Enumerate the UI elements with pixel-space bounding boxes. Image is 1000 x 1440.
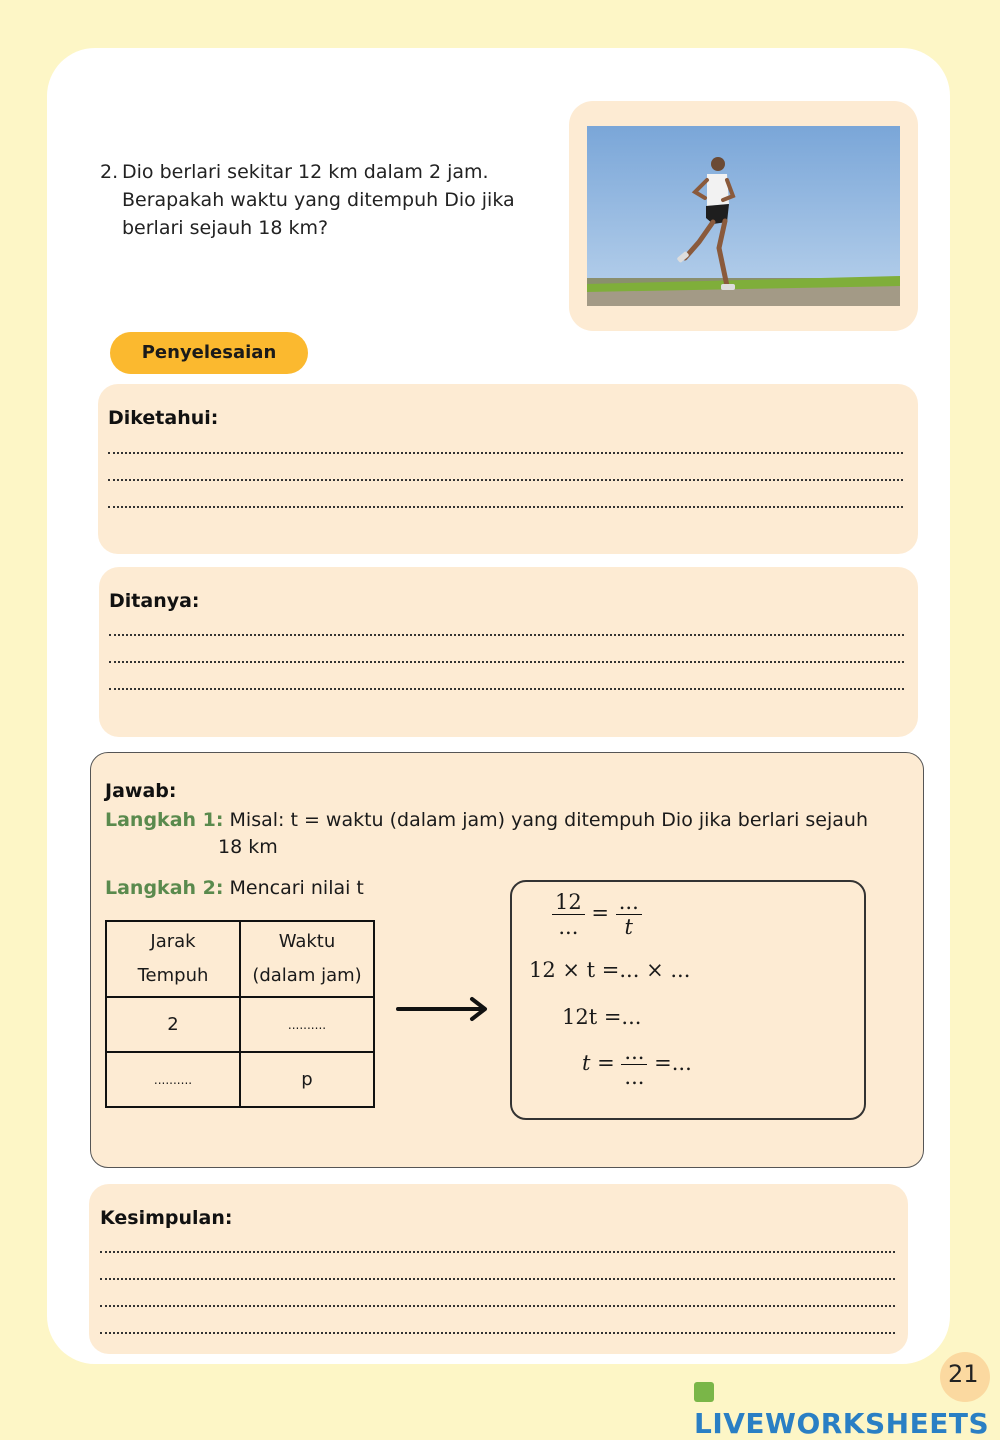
header-line: Waktu	[278, 931, 336, 952]
header-line: Jarak	[150, 931, 196, 952]
eq4-result[interactable]: =...	[654, 1051, 692, 1075]
header-line: (dalam jam)	[252, 965, 362, 986]
equation-4	[582, 1040, 692, 1089]
eq1-denominator[interactable]: ...	[558, 915, 579, 939]
table-header-jarak	[106, 921, 240, 997]
liveworksheets-logo[interactable]	[694, 1374, 1000, 1440]
equation-3[interactable]: 12t =...	[562, 1005, 642, 1029]
runner-photo	[587, 126, 900, 306]
equation-1	[552, 890, 642, 939]
question-text: Dio berlari sekitar 12 km dalam 2 jam. Berapakah waktu yang ditempuh Dio jika berlari sejauh 18 km?	[122, 161, 515, 239]
answer-line[interactable]	[108, 479, 903, 481]
penyelesaian-label: Penyelesaian	[110, 332, 308, 374]
step1-label: Langkah 1:	[105, 809, 224, 831]
answer-line[interactable]	[108, 506, 903, 508]
ditanya-box	[99, 567, 918, 737]
ratio-table	[105, 920, 375, 1108]
eq4-numerator[interactable]: ...	[621, 1040, 647, 1065]
diketahui-box	[98, 384, 918, 554]
eq1-denominator-2: t	[624, 915, 633, 939]
jawab-title: Jawab:	[105, 780, 177, 802]
table-cell-blank[interactable]: ..........	[240, 997, 374, 1052]
answer-line[interactable]	[109, 634, 904, 636]
logo-icon	[694, 1382, 714, 1402]
table-header-waktu	[240, 921, 374, 997]
answer-line[interactable]	[109, 688, 904, 690]
step1	[105, 807, 905, 834]
step2-text: Mencari nilai t	[229, 877, 364, 899]
eq4-denominator[interactable]: ...	[624, 1065, 645, 1089]
arrow-icon	[396, 996, 490, 1022]
answer-line[interactable]	[109, 661, 904, 663]
question-block	[100, 158, 560, 242]
question-number: 2.	[100, 161, 119, 183]
eq1-equals: =	[591, 901, 610, 925]
answer-line[interactable]	[100, 1251, 895, 1253]
diketahui-title: Diketahui:	[108, 407, 219, 429]
equation-2[interactable]: 12 × t =... × ...	[529, 958, 691, 982]
answer-line[interactable]	[100, 1332, 895, 1334]
logo-text: LIVEWORKSHEETS	[694, 1407, 990, 1440]
header-line: Tempuh	[137, 965, 209, 986]
answer-line[interactable]	[100, 1278, 895, 1280]
kesimpulan-title: Kesimpulan:	[100, 1207, 233, 1229]
step2-label: Langkah 2:	[105, 877, 224, 899]
ditanya-title: Ditanya:	[109, 590, 200, 612]
step1-text: Misal: t = waktu (dalam jam) yang ditempuh Dio jika berlari sejauh	[229, 809, 868, 831]
step1-continuation: 18 km	[218, 836, 278, 858]
step2	[105, 875, 364, 902]
answer-line[interactable]	[108, 452, 903, 454]
answer-line[interactable]	[100, 1305, 895, 1307]
page-number: 21	[948, 1360, 979, 1388]
eq4-left: t =	[582, 1051, 615, 1075]
table-cell: p	[240, 1052, 374, 1107]
eq1-numerator: 12	[552, 890, 585, 915]
eq1-numerator-2[interactable]: ...	[616, 890, 642, 915]
table-cell-blank[interactable]: ..........	[106, 1052, 240, 1107]
table-cell: 2	[106, 997, 240, 1052]
